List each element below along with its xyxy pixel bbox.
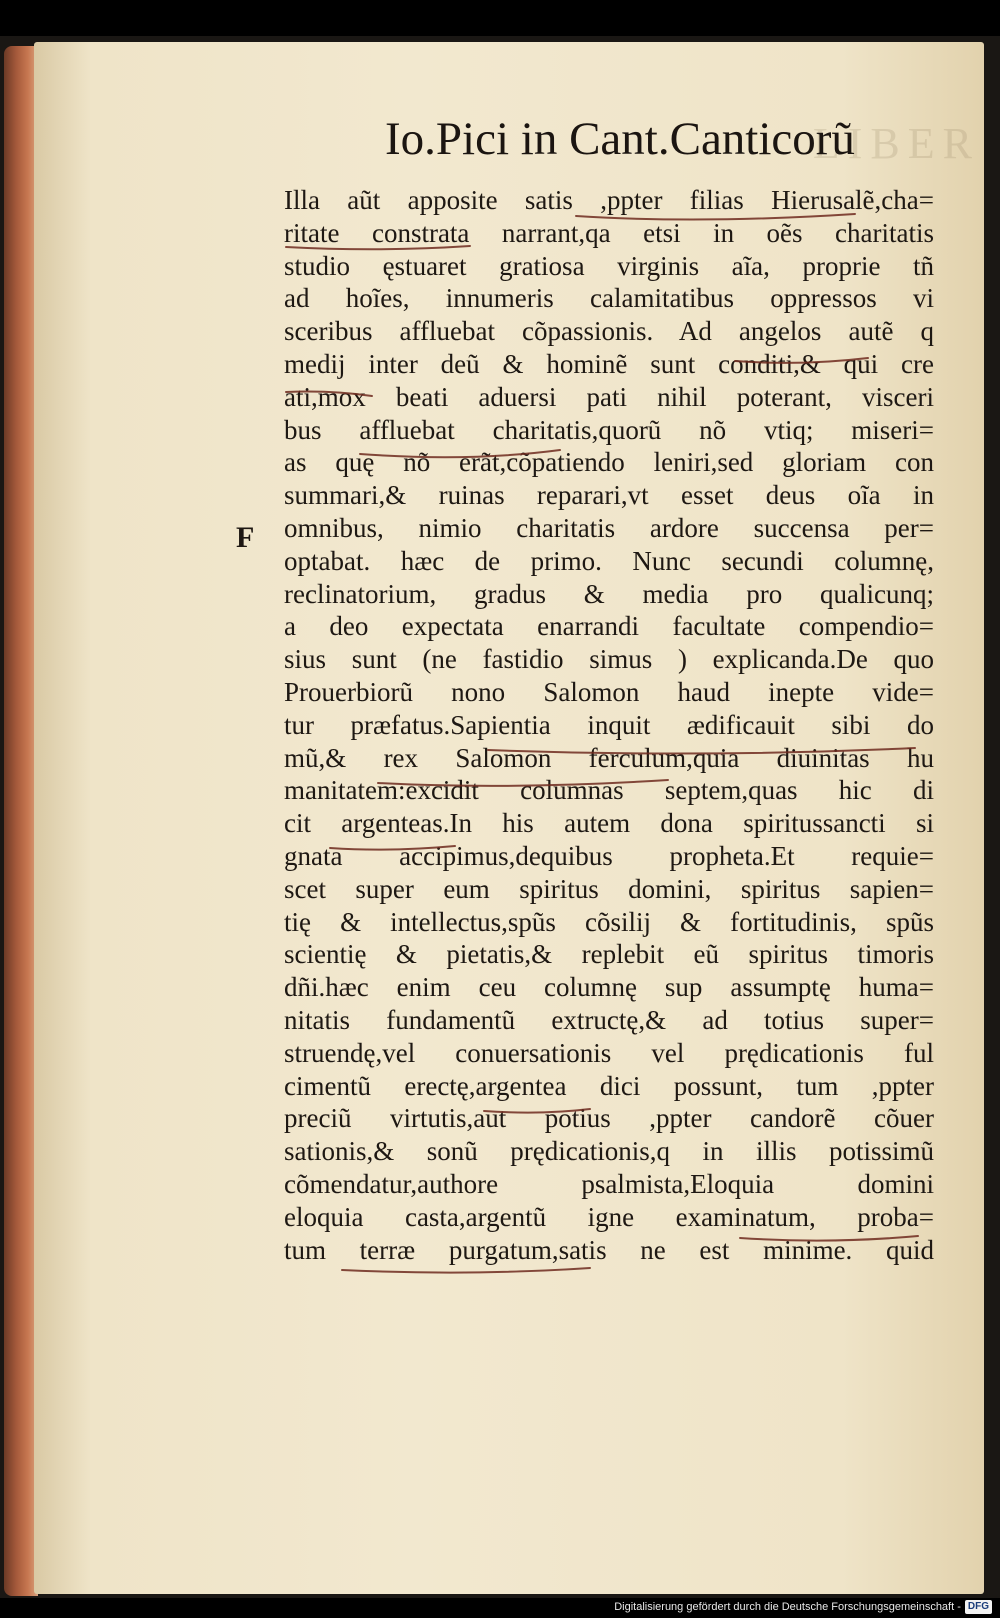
text-line: sius sunt (ne fastidio simus ) explicanda.De quo [284,644,934,675]
text-line: struendę,vel conuersationis vel prędicationis ful [284,1037,934,1068]
text-line: summari,& ruinas reparari,vt esset deus oĩa in [284,480,934,511]
text-line: bus affluebat charitatis,quorũ nõ vtiq; miseri= [284,414,934,445]
bleed-through-text: LIBER [812,119,980,168]
text-line: nitatis fundamentũ extructę,& ad totius super= [284,1004,934,1035]
text-line: preciũ virtutis,aut potius ,ppter candorẽ cõuer [284,1103,934,1134]
text-line: sationis,& sonũ prędicationis,q in illis potissimũ [284,1136,934,1167]
text-line: Prouerbiorũ nono Salomon haud inepte vide= [284,676,934,707]
digitization-footer [614,1599,992,1615]
text-line: as quę nõ erãt,cõpatiendo leniri,sed gloriam con [284,447,934,478]
dfg-logo: DFG [965,1600,992,1614]
footer-credit-text: Digitalisierung gefördert durch die Deutsche Forschungsgemeinschaft - [614,1601,961,1613]
text-line: omnibus, nimio charitatis ardore succensa per= [284,512,934,543]
text-line: ati,mox beati aduersi pati nihil poterant, visceri [284,381,934,412]
text-line: gnata accipimus,dequibus propheta.Et requie= [284,840,934,871]
book-fore-edge [4,46,38,1596]
text-line: optabat. hæc de primo. Nunc secundi columnę, [284,545,934,576]
text-line: tum terræ purgatum,satis ne est minime. quid [284,1234,934,1265]
text-line: scientię & pietatis,& replebit eũ spiritus timoris [284,939,934,970]
marginal-letter: F [236,521,255,554]
running-header: Io.Pici in Cant.Canticorũ [385,113,855,165]
text-line: eloquia casta,argentũ igne examinatum, proba= [284,1201,934,1232]
text-line: cõmendatur,authore psalmista,Eloquia domini [284,1168,934,1199]
text-line: sceribus affluebat cõpassionis. Ad angelos autẽ q [284,316,934,347]
text-line: dñi.hæc enim ceu columnę sup assumptę huma= [284,972,934,1003]
text-line: cit argenteas.In his autem dona spiritussancti si [284,808,934,839]
text-line: mũ,& rex Salomon ferculum,quia diuinitas hu [284,742,934,773]
text-line: tur præfatus.Sapientia inquit ædificauit sibi do [284,709,934,740]
text-line: manitatem:excidit columnas septem,quas hic di [284,775,934,806]
body-text-block [284,184,934,1266]
text-line: medij inter deũ & hominẽ sunt conditi,& qui cre [284,348,934,379]
text-line: tię & intellectus,spũs cõsilij & fortitudinis, spũs [284,906,934,937]
text-line: ritate constrata narrant,qa etsi in oẽs charitatis [284,217,934,248]
text-line: studio ęstuaret gratiosa virginis aĩa, proprie tñ [284,250,934,281]
text-line: ad hoĩes, innumeris calamitatibus oppressos vi [284,283,934,314]
text-line: reclinatorium, gradus & media pro qualicunq; [284,578,934,609]
text-line: cimentũ erectę,argentea dici possunt, tum ,ppter [284,1070,934,1101]
text-line: scet super eum spiritus domini, spiritus sapien= [284,873,934,904]
text-line: Illa aũt apposite satis ,ppter filias Hierusalẽ,cha= [284,185,934,215]
text-line: a deo expectata enarrandi facultate compendio= [284,611,934,642]
